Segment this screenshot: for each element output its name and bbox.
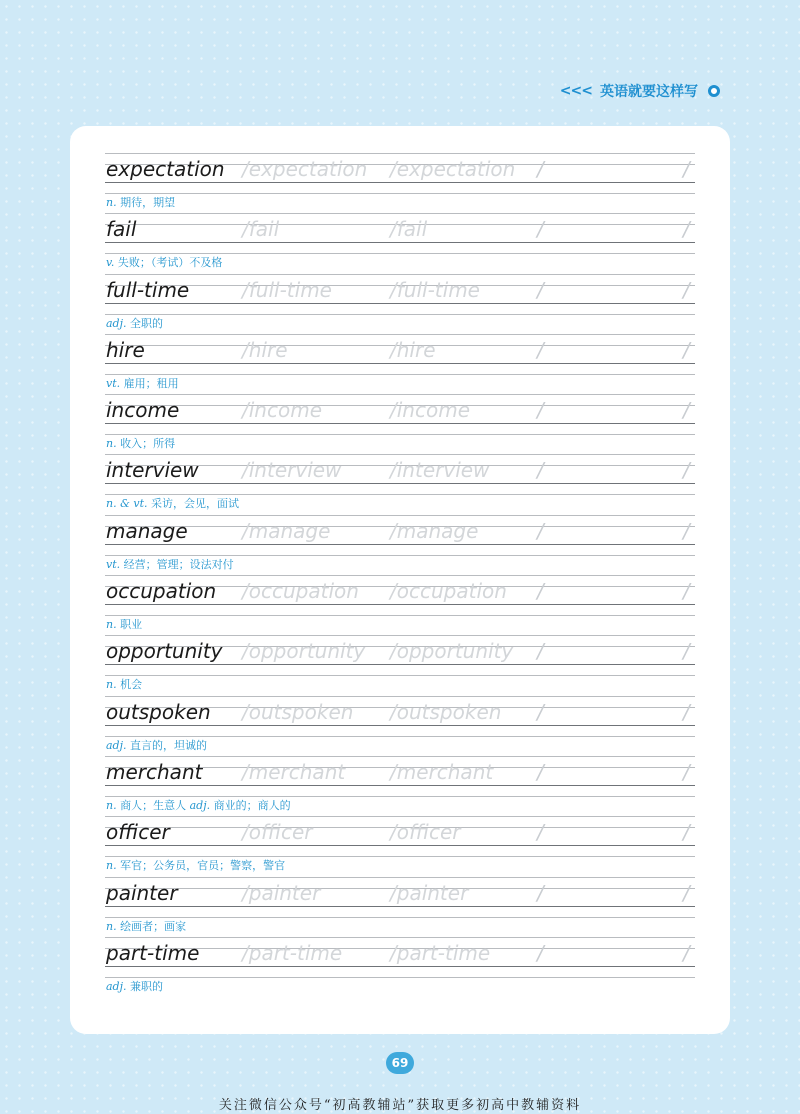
baseline — [105, 483, 695, 484]
trace-text: officer — [396, 820, 461, 845]
trace-word — [390, 940, 490, 966]
trace-word — [242, 880, 320, 906]
guide-line — [105, 756, 695, 757]
vocab-word: expectation — [106, 157, 225, 181]
slash-mark: / — [683, 277, 690, 302]
slash-mark: / — [390, 699, 397, 724]
definition — [106, 497, 239, 511]
meaning: 收入；所得 — [120, 437, 176, 451]
vocabulary-list — [105, 153, 695, 997]
slash-mark: / — [390, 277, 397, 302]
part-of-speech: n. — [106, 798, 117, 812]
slash-mark: / — [390, 217, 397, 242]
baseline — [105, 725, 695, 726]
slash-mark: / — [537, 880, 544, 905]
vocab-word: manage — [106, 518, 188, 543]
vocab-word: outspoken — [106, 699, 211, 724]
baseline — [105, 242, 695, 243]
guide-line — [105, 494, 695, 495]
meaning: 职业 — [120, 618, 143, 632]
definition — [106, 558, 234, 572]
meaning: 商业的；商人的 — [213, 798, 291, 812]
vocab-word: interview — [106, 458, 199, 483]
slash-mark: / — [683, 337, 690, 362]
meaning: 商人；生意人 — [120, 798, 187, 812]
slash-mark: / — [242, 157, 249, 181]
vocab-row — [105, 213, 695, 273]
definition — [106, 678, 142, 692]
trace-text: part-time — [396, 940, 491, 965]
trace-word — [242, 638, 365, 664]
slash-mark: / — [242, 579, 249, 604]
footer-note: 关注微信公众号“初高教辅站”获取更多初高中教辅资料 — [218, 1098, 582, 1113]
vocab-row — [105, 816, 695, 876]
meaning: 失败；（考试）不及格 — [117, 256, 223, 270]
trace-word — [242, 699, 353, 725]
vocab-row — [105, 274, 695, 334]
section-header — [560, 80, 720, 102]
guide-line — [105, 374, 695, 375]
part-of-speech: n. — [106, 678, 117, 692]
trace-word — [242, 337, 288, 363]
trace-word — [390, 578, 507, 604]
slash-mark: / — [242, 699, 249, 724]
vocab-word: painter — [106, 880, 178, 905]
slash-mark: / — [242, 217, 249, 242]
page-number-text: 69 — [391, 1056, 409, 1070]
trace-text: officer — [248, 820, 313, 845]
baseline — [105, 544, 695, 545]
slash-mark: / — [390, 518, 397, 543]
trace-text: occupation — [396, 579, 507, 604]
slash-mark: / — [242, 820, 249, 845]
definition — [106, 920, 186, 934]
trace-text: hire — [248, 337, 288, 362]
trace-word — [390, 638, 513, 664]
slash-mark: / — [537, 157, 544, 181]
slash-mark: / — [683, 940, 690, 965]
slash-mark: / — [683, 217, 690, 242]
slash-mark: / — [390, 820, 397, 845]
baseline — [105, 604, 695, 605]
trace-text: income — [396, 398, 471, 423]
vocab-word: part-time — [106, 940, 200, 965]
guide-line — [105, 274, 695, 275]
slash-mark: / — [390, 398, 397, 423]
part-of-speech: adj. — [106, 979, 127, 993]
guide-line — [105, 213, 695, 214]
section-title: 英语就要这样写 — [600, 84, 698, 100]
guide-line — [105, 736, 695, 737]
slash-mark: / — [242, 277, 249, 302]
slash-mark: / — [390, 157, 397, 181]
part-of-speech: adj. — [106, 738, 127, 752]
guide-line — [105, 555, 695, 556]
guide-line — [105, 856, 695, 857]
meaning: 期待，期望 — [120, 196, 176, 209]
trace-text: occupation — [248, 579, 359, 604]
trace-word — [242, 277, 332, 303]
guide-line — [105, 615, 695, 616]
meaning: 全职的 — [130, 316, 164, 330]
slash-mark: / — [537, 277, 544, 302]
baseline — [105, 966, 695, 967]
trace-word — [390, 819, 461, 845]
guide-line — [105, 696, 695, 697]
definition — [106, 799, 291, 813]
slash-mark: / — [242, 518, 249, 543]
definition — [106, 980, 163, 994]
slash-mark: / — [390, 458, 397, 483]
slash-mark: / — [390, 639, 397, 664]
slash-mark: / — [683, 759, 690, 784]
vocab-row — [105, 334, 695, 394]
trace-word — [390, 759, 493, 785]
slash-mark: / — [242, 337, 249, 362]
part-of-speech: n. — [106, 618, 117, 632]
baseline — [105, 182, 695, 183]
guide-line — [105, 394, 695, 395]
slash-mark: / — [683, 699, 690, 724]
meaning: 采访，会见，面试 — [151, 497, 239, 511]
meaning: 经营；管理；设法对付 — [123, 557, 234, 571]
definition — [106, 859, 285, 873]
slash-mark: / — [683, 880, 690, 905]
trace-text: outspoken — [396, 699, 502, 724]
slash-mark: / — [537, 639, 544, 664]
trace-word — [390, 457, 489, 483]
vocab-row — [105, 635, 695, 695]
trace-text: fail — [248, 217, 280, 242]
slash-mark: / — [537, 337, 544, 362]
meaning: 绘画者；画家 — [120, 919, 187, 933]
definition — [106, 256, 222, 270]
vocab-row — [105, 937, 695, 997]
vocab-row — [105, 515, 695, 575]
baseline — [105, 845, 695, 846]
trace-word — [242, 457, 341, 483]
part-of-speech: adj. — [106, 316, 127, 330]
trace-word — [242, 819, 313, 845]
slash-mark: / — [390, 940, 397, 965]
trace-text: painter — [396, 880, 469, 905]
trace-text: interview — [396, 458, 490, 483]
slash-mark: / — [683, 157, 690, 181]
slash-mark: / — [537, 398, 544, 423]
vocab-word: occupation — [106, 579, 217, 604]
slash-mark: / — [390, 337, 397, 362]
slash-mark: / — [390, 880, 397, 905]
slash-mark: / — [537, 579, 544, 604]
trace-word — [390, 156, 515, 182]
trace-word — [242, 216, 279, 242]
trace-word — [390, 880, 468, 906]
guide-line — [105, 816, 695, 817]
definition — [106, 317, 163, 331]
trace-text: opportunity — [248, 639, 366, 664]
slash-mark: / — [683, 518, 690, 543]
vocab-row — [105, 394, 695, 454]
definition — [106, 739, 207, 753]
guide-line — [105, 515, 695, 516]
slash-mark: / — [683, 398, 690, 423]
guide-line — [105, 917, 695, 918]
slash-mark: / — [390, 579, 397, 604]
slash-mark: / — [537, 518, 544, 543]
part-of-speech: n. — [106, 859, 117, 873]
page-number — [386, 1052, 414, 1074]
trace-word — [242, 940, 342, 966]
vocab-row — [105, 575, 695, 635]
trace-text: expectation — [396, 157, 516, 181]
part-of-speech: v. — [106, 256, 115, 270]
meaning: 兼职的 — [130, 979, 164, 993]
slash-mark: / — [390, 759, 397, 784]
baseline — [105, 363, 695, 364]
trace-text: part-time — [248, 940, 343, 965]
trace-text: merchant — [248, 759, 346, 784]
trace-word — [390, 216, 427, 242]
trace-word — [242, 397, 322, 423]
definition — [106, 196, 175, 210]
vocab-word: officer — [106, 820, 170, 845]
vocab-row — [105, 153, 695, 213]
trace-text: outspoken — [248, 699, 354, 724]
trace-word — [390, 277, 480, 303]
baseline — [105, 423, 695, 424]
vocab-row — [105, 877, 695, 937]
slash-mark: / — [683, 579, 690, 604]
meaning: 军官；公务员，官员；警察，警官 — [120, 859, 286, 873]
vocab-word: fail — [106, 217, 137, 242]
slash-mark: / — [242, 398, 249, 423]
trace-word — [242, 759, 345, 785]
trace-text: interview — [248, 458, 342, 483]
trace-text: manage — [396, 518, 479, 543]
slash-mark: / — [242, 880, 249, 905]
part-of-speech: vt. — [106, 557, 121, 571]
slash-mark: / — [537, 458, 544, 483]
guide-line — [105, 454, 695, 455]
guide-line — [105, 977, 695, 978]
guide-line — [105, 937, 695, 938]
slash-mark: / — [242, 639, 249, 664]
trace-word — [242, 156, 367, 182]
trace-word — [242, 518, 330, 544]
trace-word — [390, 397, 470, 423]
part-of-speech: n. & vt. — [106, 497, 148, 511]
vocab-word: full-time — [106, 277, 190, 302]
slash-mark: / — [537, 217, 544, 242]
part-of-speech: n. — [106, 196, 117, 209]
vocab-row — [105, 756, 695, 816]
vocab-word: hire — [106, 337, 145, 362]
definition — [106, 618, 142, 632]
trace-word — [390, 699, 501, 725]
guide-line — [105, 575, 695, 576]
vocab-row — [105, 454, 695, 514]
trace-text: opportunity — [396, 639, 514, 664]
trace-text: full-time — [396, 277, 480, 302]
trace-text: hire — [396, 337, 436, 362]
part-of-speech: adj. — [189, 798, 211, 812]
slash-mark: / — [242, 458, 249, 483]
trace-word — [390, 518, 478, 544]
trace-text: painter — [248, 880, 321, 905]
part-of-speech: vt. — [106, 376, 121, 390]
worksheet-card — [70, 126, 730, 1034]
trace-text: manage — [248, 518, 331, 543]
guide-line — [105, 153, 695, 154]
guide-line — [105, 434, 695, 435]
slash-mark: / — [537, 940, 544, 965]
trace-word — [242, 578, 359, 604]
trace-text: fail — [396, 217, 428, 242]
trace-text: merchant — [396, 759, 494, 784]
vocab-word: opportunity — [106, 639, 223, 664]
guide-line — [105, 635, 695, 636]
meaning: 雇用；租用 — [123, 376, 179, 390]
trace-text: expectation — [248, 157, 368, 181]
guide-line — [105, 193, 695, 194]
meaning: 直言的，坦诚的 — [130, 738, 208, 752]
part-of-speech: n. — [106, 919, 117, 933]
guide-line — [105, 334, 695, 335]
slash-mark: / — [537, 699, 544, 724]
guide-line — [105, 877, 695, 878]
baseline — [105, 906, 695, 907]
definition — [106, 377, 179, 391]
guide-line — [105, 796, 695, 797]
slash-mark: / — [242, 940, 249, 965]
definition — [106, 437, 175, 451]
trace-word — [390, 337, 436, 363]
guide-line — [105, 675, 695, 676]
baseline — [105, 785, 695, 786]
slash-mark: / — [537, 820, 544, 845]
slash-mark: / — [683, 820, 690, 845]
guide-line — [105, 314, 695, 315]
slash-mark: / — [683, 639, 690, 664]
chevrons-icon: <<< — [559, 83, 592, 99]
vocab-word: income — [106, 398, 180, 423]
part-of-speech: n. — [106, 437, 117, 451]
circle-icon — [708, 85, 720, 97]
slash-mark: / — [242, 759, 249, 784]
slash-mark: / — [683, 458, 690, 483]
vocab-word: merchant — [106, 759, 203, 784]
slash-mark: / — [537, 759, 544, 784]
baseline — [105, 303, 695, 304]
meaning: 机会 — [120, 678, 143, 692]
guide-line — [105, 253, 695, 254]
trace-text: income — [248, 398, 323, 423]
trace-text: full-time — [248, 277, 332, 302]
vocab-row — [105, 696, 695, 756]
baseline — [105, 664, 695, 665]
